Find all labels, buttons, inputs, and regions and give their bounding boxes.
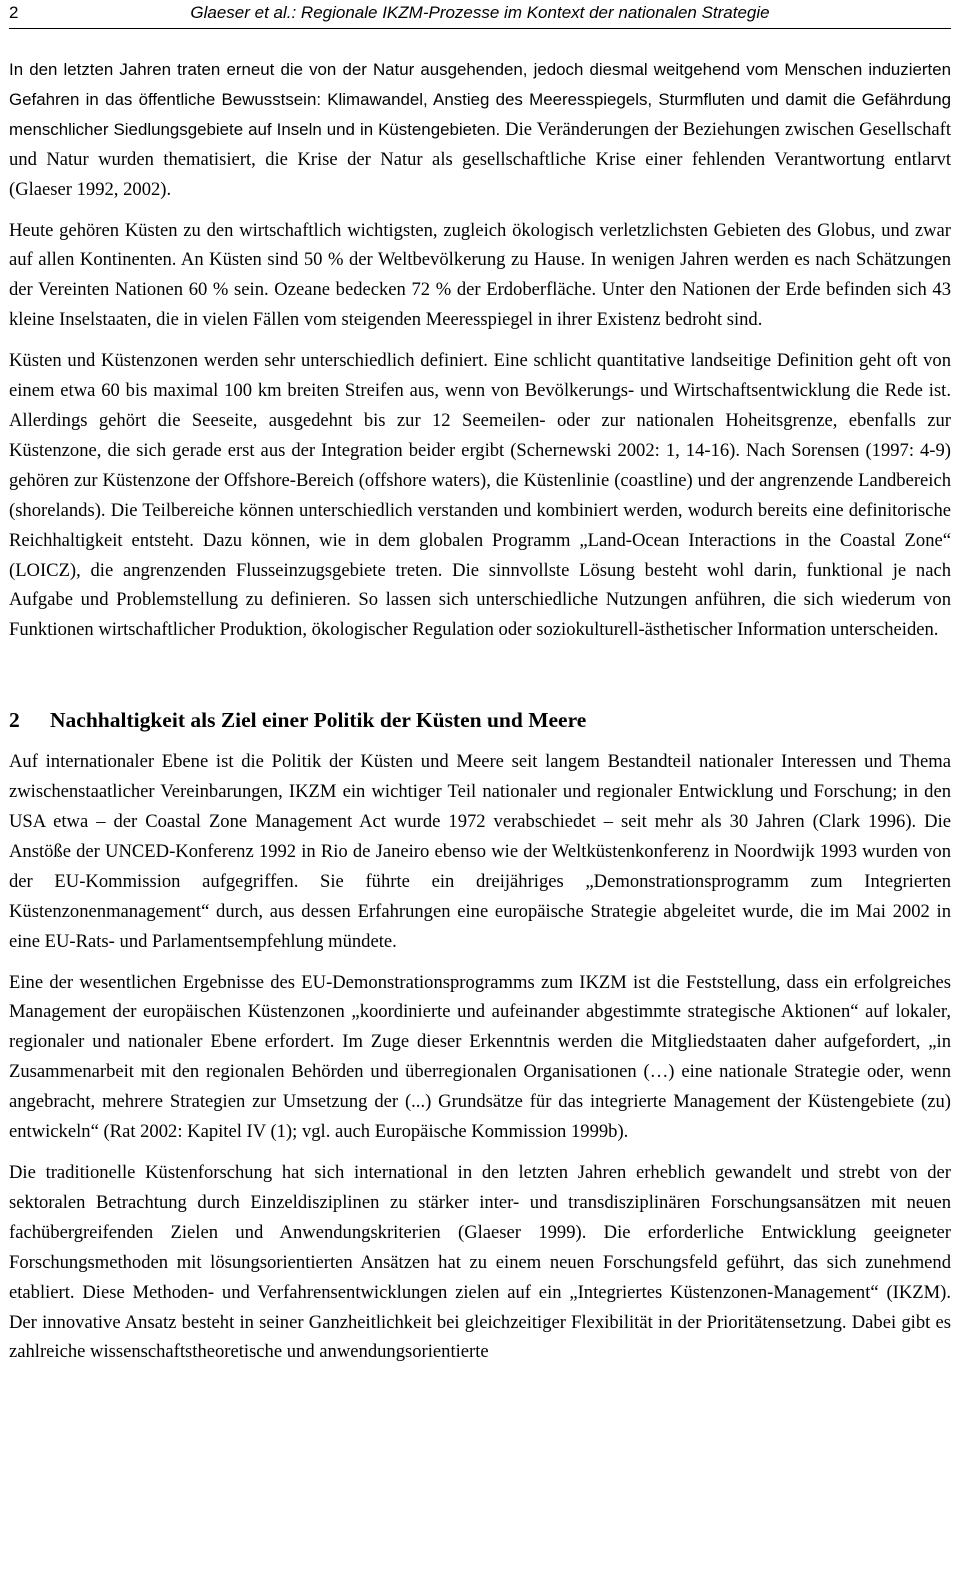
intro-serif-text: Die Veränderungen der Beziehungen zwischen Gesellschaft und Natur wurden thematisiert, die Krise der Natur als gesellschaftliche Krise einer fehlenden Verantwortung entlarvt (Glaeser 1992, 2002). [9, 118, 951, 200]
document-body [9, 55, 951, 1378]
section-number: 2 [9, 708, 20, 733]
paragraph-eu-program: Eine der wesentlichen Ergebnisse des EU-Demonstrationsprogramms zum IKZM ist die Feststellung, dass ein erfolgreiches Management der europäischen Küstenzonen „koordinierte und aufeinander abgestimmte strategische Aktionen“ auf lokaler, regionaler und nationaler Ebene erfordert. Im Zuge dieser Erkenntnis werden die Mitgliedstaaten daher aufgefordert, „in Zusammenarbeit mit den regionalen Behörden und überregionalen Organisationen (…) eine nationale Strategie oder, wenn angebracht, mehrere Strategien zur Umsetzung der (...) Grundsätze für das integrierte Management der Küstengebiete (zu) entwickeln“ (Rat 2002: Kapitel IV (1); vgl. auch Europäische Kommission 1999b). [9, 971, 951, 1143]
paragraph-international-policy: Auf internationaler Ebene ist die Politik der Küsten und Meere seit langem Bestandteil nationaler Interessen und Thema zwischenstaatlicher Vereinbarungen, IKZM ein wichtiger Teil nationaler und regionaler Entwicklung und Forschung; in den USA etwa – der Coastal Zone Management Act wurde 1972 verabschiedet – seit mehr als 30 Jahren (Clark 1996). Die Anstöße der UNCED-Konferenz 1992 in Rio de Janeiro ebenso wie der Weltküstenkonferenz in Noordwijk 1993 wurden von der EU-Kommission aufgegriffen. Sie führte ein dreijähriges „Demonstrationsprogramm zum Integrierten Küstenzonenmanagement“ durch, aus dessen Erfahrungen eine europäische Strategie abgeleitet wurde, die im Mai 2002 in eine EU-Rats- und Parlamentsempfehlung mündete. [9, 751, 951, 952]
section-title: Nachhaltigkeit als Ziel einer Politik der Küsten und Meere [50, 708, 587, 733]
paragraph-coasts-importance: Heute gehören Küsten zu den wirtschaftlich wichtigsten, zugleich ökologisch verletzlichsten Gebieten des Globus, und zwar auf allen Kontinenten. An Küsten sind 50 % der Weltbevölkerung zu Hause. In wenigen Jahren werden es nach Schätzungen der Vereinten Nationen 60 % sein. Ozeane bedecken 72 % der Erdoberfläche. Unter den Nationen der Erde befinden sich 43 kleine Inselstaaten, die in vielen Fällen vom steigenden Meeresspiegel in ihrer Existenz bedroht sind. [9, 219, 951, 331]
intro-sans-text: In den letzten Jahren traten erneut die von der Natur ausgehenden, jedoch diesmal weitgehend vom Menschen induzierten Gefahren in das öffentliche Bewusstsein: Klimawandel, Anstieg des Meeresspiegels, Sturmfluten und damit die Gefährdung menschlicher Siedlungsgebiete auf Inseln und in Küstengebieten. [9, 60, 951, 139]
page-header [9, 0, 951, 29]
paragraph-coast-definition: Küsten und Küstenzonen werden sehr unterschiedlich definiert. Eine schlicht quantitative landseitige Definition geht oft von einem etwa 60 bis maximal 100 km breiten Streifen aus, wenn von Bevölkerungs- und Wirtschaftsentwicklung die Rede ist. Allerdings gehört die Seeseite, ausgedehnt bis zur 12 Seemeilen- oder zur nationalen Hoheitsgrenze, ebenfalls zur Küstenzone, die sich gerade erst aus der Integration beider ergibt (Schernewski 2002: 1, 14-16). Nach Sorensen (1997: 4-9) gehören zur Küstenzone der Offshore-Bereich (offshore waters), die Küstenlinie (coastline) und der angrenzende Landbereich (shorelands). Die Teilbereiche können unterschiedlich verstanden und kombiniert werden, wodurch bereits eine definitorische Reichhaltigkeit entsteht. Dazu können, wie in dem globalen Programm „Land-Ocean Interactions in the Coastal Zone“ (LOICZ), die angrenzenden Flusseinzugsgebiete treten. Die sinnvollste Lösung besteht wohl darin, funktional je nach Aufgabe und Problemstellung zu definieren. So lassen sich unterschiedliche Nutzungen anführen, die sich wiederum von Funktionen wirtschaftlicher Produktion, ökologischer Regulation oder soziokulturell-ästhetischer Information unterscheiden. [9, 350, 951, 641]
intro-paragraph [9, 55, 951, 205]
page-number: 2 [9, 3, 19, 22]
section-heading [9, 705, 951, 735]
running-title: Glaeser et al.: Regionale IKZM-Prozesse im Kontext der nationalen Strategie [190, 3, 770, 22]
paragraph-coastal-research: Die traditionelle Küstenforschung hat sich international in den letzten Jahren erheblich gewandelt und strebt von der sektoralen Betrachtung durch Einzeldisziplinen zu stärker inter- und transdisziplinären Forschungsansätzen mit neuen fachübergreifenden Zielen und Anwendungskriterien (Glaeser 1999). Die erforderliche Entwicklung geeigneter Forschungsmethoden mit lösungsorientierten Ansätzen hat zu einem neuen Forschungsfeld geführt, das sich zunehmend etabliert. Diese Methoden- und Verfahrensentwicklungen zielen auf ein „Integriertes Küstenzonen-Management“ (IKZM). Der innovative Ansatz besteht in seiner Ganzheitlichkeit bei gleichzeitiger Flexibilität in der Prioritätensetzung. Dabei gibt es zahlreiche wissenschaftstheoretische und anwendungsorientierte [9, 1162, 951, 1363]
